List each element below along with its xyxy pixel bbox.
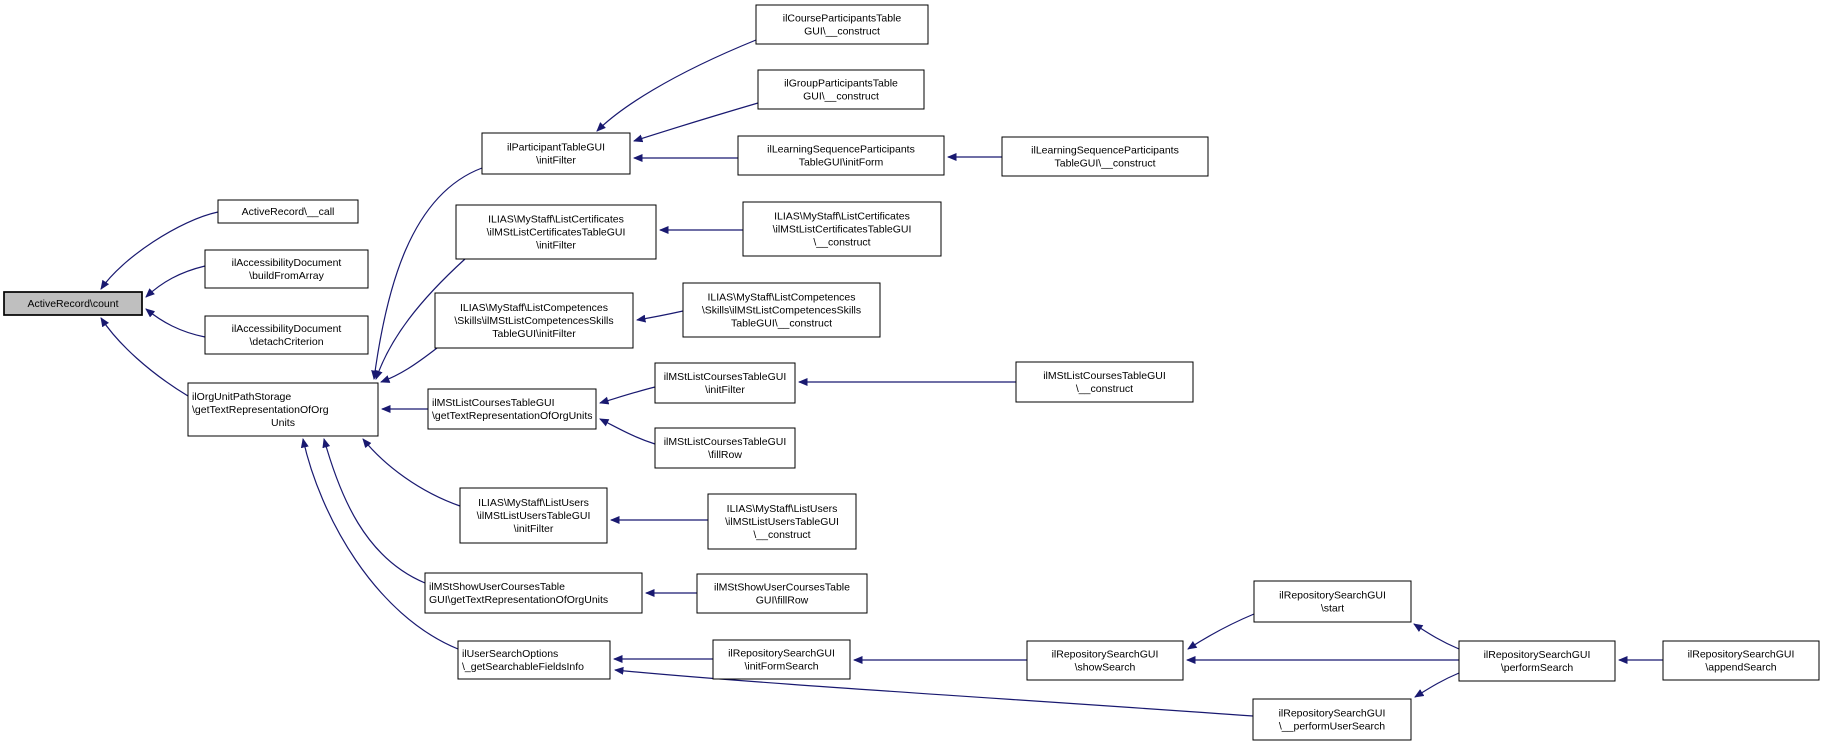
node-label-line: \initFilter — [536, 154, 576, 167]
graph-node-users-init-filter[interactable] — [460, 488, 607, 543]
node-label-line: ilUserSearchOptions — [462, 648, 559, 661]
node-label-line: ilLearningSequenceParticipants — [767, 143, 915, 156]
call-edge-org-unit-path-storage--count — [101, 318, 188, 396]
node-label-line: TableGUI\__construct — [731, 317, 832, 330]
node-label-line: \Skills\ilMStListCompetencesSkills — [454, 315, 614, 328]
call-edge-course-construct--participant-init-filter — [597, 40, 756, 131]
call-edge-active-record-call--count — [101, 212, 218, 289]
node-label-line: \getTextRepresentationOfOrgUnits — [432, 410, 593, 423]
node-label-line: ilGroupParticipantsTable — [784, 77, 898, 90]
node-label-line: \fillRow — [708, 449, 742, 462]
node-label-line: ilMStListCoursesTableGUI — [432, 397, 555, 410]
graph-node-append-search[interactable] — [1663, 641, 1819, 680]
graph-node-count — [4, 292, 142, 315]
node-label-line: ilAccessibilityDocument — [231, 323, 342, 336]
node-label-line: GUI\getTextRepresentationOfOrgUnits — [429, 594, 609, 607]
graph-node-start[interactable] — [1254, 581, 1411, 622]
graph-node-perform-search[interactable] — [1459, 641, 1615, 681]
node-label-line: \__construct — [1075, 383, 1134, 396]
node-label-line: \initFilter — [513, 523, 554, 536]
node-label-line: ILIAS\MyStaff\ListCompetences — [459, 302, 609, 315]
node-label-line: \initFilter — [705, 384, 745, 397]
graph-node-cert-construct[interactable] — [743, 202, 941, 256]
node-label-line: ilLearningSequenceParticipants — [1031, 144, 1179, 157]
graph-node-detach-criterion[interactable] — [205, 316, 368, 354]
call-edge-courses-fill-row--courses-get-text — [600, 419, 655, 444]
graph-node-build-from-array[interactable] — [205, 250, 368, 288]
call-edge-show-get-text--org-unit-path-storage — [324, 439, 425, 583]
node-label-line: GUI\__construct — [804, 25, 880, 38]
graph-node-group-construct[interactable] — [758, 70, 924, 109]
call-edge-perform-search--start — [1414, 624, 1459, 649]
graph-node-ls-construct[interactable] — [1002, 137, 1208, 176]
graph-node-courses-construct[interactable] — [1016, 362, 1193, 402]
graph-node-show-search[interactable] — [1027, 641, 1183, 680]
node-label-line: ilMStListCoursesTableGUI — [1043, 370, 1166, 383]
call-edge-courses-init-filter--courses-get-text — [600, 387, 655, 403]
node-label-line: \__construct — [813, 236, 871, 249]
node-label-line: GUI\fillRow — [755, 594, 809, 607]
node-label-line: \ilMStListCertificatesTableGUI — [772, 223, 912, 236]
graph-node-cert-init-filter[interactable] — [456, 205, 656, 259]
node-label-line: ILIAS\MyStaff\ListCompetences — [707, 291, 856, 304]
graph-node-search-options[interactable] — [458, 641, 610, 679]
node-label-line: Units — [271, 417, 295, 430]
node-label-line: \buildFromArray — [249, 270, 324, 283]
node-label-line: ilMStShowUserCoursesTable — [429, 581, 565, 594]
node-label-line: ilCourseParticipantsTable — [782, 12, 902, 25]
call-edge-build-from-array--count — [146, 266, 205, 297]
node-label-line: \detachCriterion — [249, 336, 324, 349]
node-label-line: GUI\__construct — [803, 90, 879, 103]
node-label-line: ilRepositorySearchGUI — [728, 647, 835, 660]
node-label-line: ILIAS\MyStaff\ListCertificates — [488, 213, 624, 226]
call-edge-perform-search--perform-user-search — [1415, 673, 1459, 697]
node-label-line: ilOrgUnitPathStorage — [192, 391, 292, 404]
node-label-line: \getTextRepresentationOfOrg — [192, 404, 329, 417]
node-label-line: \initFormSearch — [744, 660, 819, 673]
call-edge-users-init-filter--org-unit-path-storage — [363, 439, 460, 506]
node-label-line: \initFilter — [536, 239, 576, 252]
graph-node-perform-user-search[interactable] — [1253, 699, 1411, 740]
node-label-line: \appendSearch — [1705, 661, 1777, 674]
node-label-line: ilParticipantTableGUI — [506, 141, 606, 154]
node-label-line: \Skills\ilMStListCompetencesSkills — [701, 304, 862, 317]
node-label-line: ilRepositorySearchGUI — [1687, 648, 1795, 661]
node-label-line: ilRepositorySearchGUI — [1483, 649, 1591, 662]
node-label-line: \__construct — [753, 529, 811, 542]
graph-node-participant-init-filter[interactable] — [482, 133, 630, 174]
call-edge-comp-construct--comp-init-filter — [637, 311, 683, 320]
graph-node-courses-get-text[interactable] — [428, 389, 596, 429]
node-label-line: TableGUI\initForm — [798, 156, 884, 169]
node-label-line: TableGUI\initFilter — [492, 328, 576, 341]
node-label-line: \start — [1320, 602, 1345, 615]
call-edge-search-options--org-unit-path-storage — [303, 439, 458, 649]
graph-node-courses-init-filter[interactable] — [655, 363, 795, 403]
node-label-line: ILIAS\MyStaff\ListUsers — [478, 497, 589, 510]
graph-node-org-unit-path-storage[interactable] — [188, 383, 378, 436]
node-label-line: ilAccessibilityDocument — [231, 257, 342, 270]
node-layer — [4, 5, 1819, 740]
node-label-line: \ilMStListUsersTableGUI — [725, 516, 839, 529]
node-label-line: ilMStListCoursesTableGUI — [663, 371, 787, 384]
node-label-line: \_getSearchableFieldsInfo — [462, 661, 584, 674]
node-label-line: ilRepositorySearchGUI — [1278, 707, 1386, 720]
node-label-line: ilRepositorySearchGUI — [1279, 589, 1386, 602]
call-edge-group-construct--participant-init-filter — [634, 103, 758, 141]
node-label-line: ilRepositorySearchGUI — [1051, 648, 1159, 661]
node-label-line: \__performUserSearch — [1278, 720, 1386, 733]
node-label-line: ilMStListCoursesTableGUI — [663, 436, 787, 449]
graph-node-init-form-search[interactable] — [713, 640, 850, 679]
graph-node-show-get-text[interactable] — [425, 573, 642, 613]
graph-node-course-construct[interactable] — [756, 5, 928, 44]
graph-node-users-construct[interactable] — [708, 494, 856, 549]
call-edge-start--show-search — [1188, 614, 1254, 649]
graph-node-comp-init-filter[interactable] — [435, 293, 633, 348]
graph-node-comp-construct[interactable] — [683, 283, 880, 337]
graph-node-show-fill-row[interactable] — [697, 574, 867, 613]
graph-node-active-record-call[interactable] — [218, 200, 358, 223]
node-label-line: \ilMStListUsersTableGUI — [476, 510, 591, 523]
node-label-line: TableGUI\__construct — [1054, 157, 1156, 170]
node-label-line: \performSearch — [1500, 662, 1574, 675]
graph-node-ls-init-form[interactable] — [738, 136, 944, 175]
node-label-line: ILIAS\MyStaff\ListCertificates — [774, 210, 910, 223]
call-edge-detach-criterion--count — [146, 309, 205, 337]
node-label-line: \ilMStListCertificatesTableGUI — [486, 226, 626, 239]
graph-node-courses-fill-row[interactable] — [655, 428, 795, 468]
node-label-line: ILIAS\MyStaff\ListUsers — [726, 503, 838, 516]
node-label-line: ActiveRecord\count — [27, 298, 119, 311]
node-label-line: \showSearch — [1074, 661, 1136, 674]
node-label-line: ActiveRecord\__call — [241, 206, 335, 219]
node-label-line: ilMStShowUserCoursesTable — [714, 581, 850, 594]
call-edge-comp-init-filter--org-unit-path-storage — [381, 348, 437, 382]
